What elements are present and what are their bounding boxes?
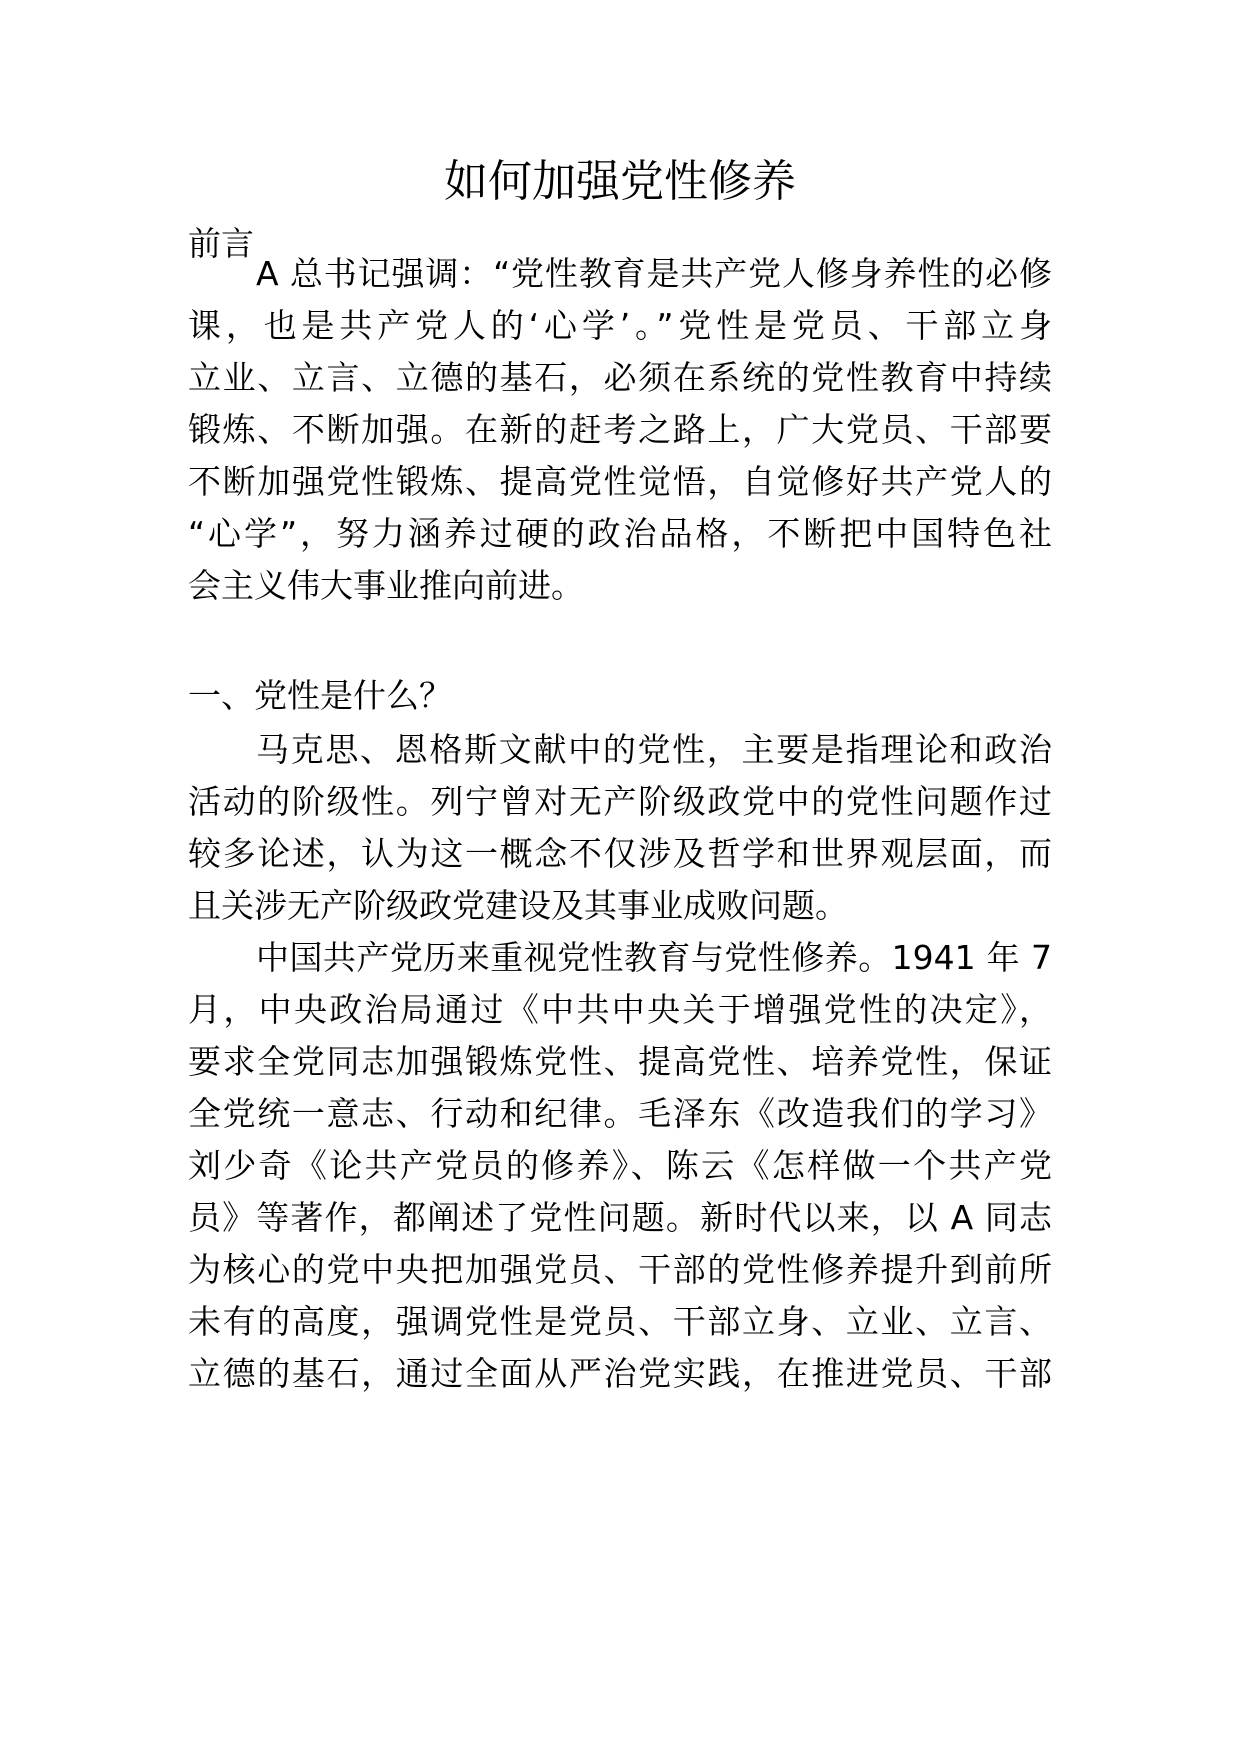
paragraph-line: 马克思、恩格斯文献中的党性，主要是指理论和政治 [256,730,1052,769]
preface-line: 会主义伟大事业推向前进。 [188,566,584,605]
paragraph-line: 月，中央政治局通过《中共中央关于增强党性的决定》， [188,990,1052,1029]
preface-line: 锻炼、不断加强。在新的赶考之路上，广大党员、干部要 [188,410,1052,449]
preface-line: 不断加强党性锻炼、提高党性觉悟，自觉修好共产党人的 [188,462,1052,501]
paragraph-line: 活动的阶级性。列宁曾对无产阶级政党中的党性问题作过 [188,782,1052,821]
paragraph-line: 员》等著作，都阐述了党性问题。新时代以来，以 A 同志 [188,1198,1052,1237]
preface-line: 课，也是共产党人的‘心学’。”党性是党员、干部立身 [188,306,1052,345]
preface-heading: 前言 [188,224,254,263]
document-title: 如何加强党性修养 [444,156,796,207]
paragraph-line: 要求全党同志加强锻炼党性、提高党性、培养党性，保证 [188,1042,1052,1081]
paragraph-line: 立德的基石，通过全面从严治党实践，在推进党员、干部 [188,1354,1052,1393]
section-heading: 一、党性是什么？ [188,676,452,715]
paragraph-line: 较多论述，认为这一概念不仅涉及哲学和世界观层面，而 [188,834,1052,873]
paragraph-line: 刘少奇《论共产党员的修养》、陈云《怎样做一个共产党 [188,1146,1052,1185]
paragraph-line: 且关涉无产阶级政党建设及其事业成败问题。 [188,886,848,925]
preface-line: 立业、立言、立德的基石，必须在系统的党性教育中持续 [188,358,1052,397]
paragraph-line: 中国共产党历来重视党性教育与党性修养。1941 年 7 [256,938,1052,977]
paragraph-line: 全党统一意志、行动和纪律。毛泽东《改造我们的学习》 [188,1094,1052,1133]
paragraph-line: 为核心的党中央把加强党员、干部的党性修养提升到前所 [188,1250,1052,1289]
paragraph-line: 未有的高度，强调党性是党员、干部立身、立业、立言、 [188,1302,1052,1341]
preface-line: A 总书记强调：“党性教育是共产党人修身养性的必修 [256,254,1052,293]
preface-line: “心学”，努力涵养过硬的政治品格，不断把中国特色社 [188,514,1052,553]
